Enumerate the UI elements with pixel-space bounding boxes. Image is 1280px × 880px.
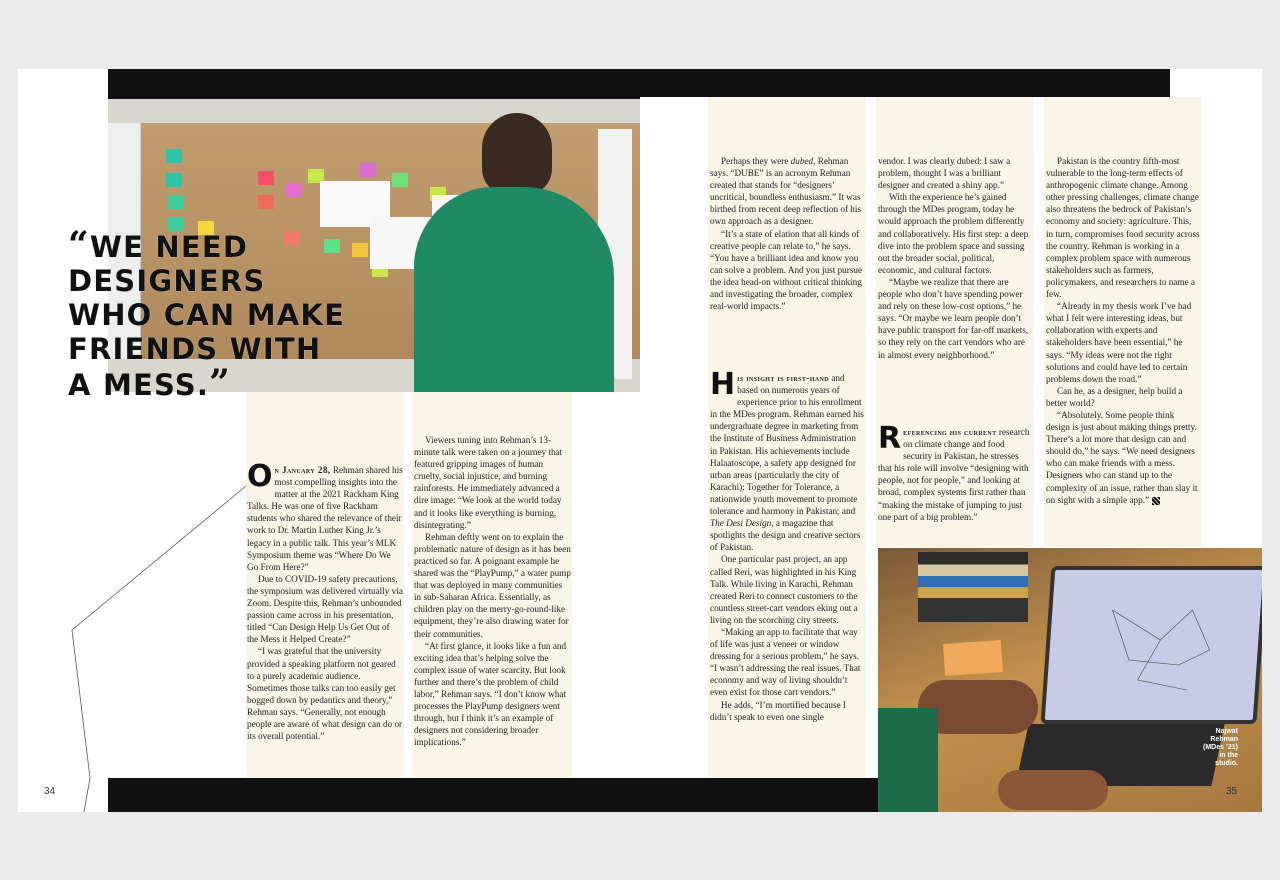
page-number-left: 34 xyxy=(44,786,56,797)
hand-right xyxy=(998,770,1108,810)
article-column-4-top xyxy=(878,155,1032,361)
col2-paragraph-2: Rehman deftly went on to explain the problematic nature of design as it has been practiced so far. A poignant example he shared was the “PlayPump,” a water pump that was deployed in many communities in sub-Saharan Africa. Essentially, as children play on the merry-go-round-like equipment, they’re also drawing water for their communities. xyxy=(414,531,571,639)
book-stack xyxy=(918,552,1028,622)
col3-paragraph-1: Perhaps they were dubed, Rehman says. “DUBE” is an acronym Rehman created that stands for “designers’ uncritical, boundless enthusiasm.” It was birthed from recent deep reflection of his own approach as a designer. xyxy=(710,156,862,227)
sticky-pad xyxy=(943,640,1003,676)
page-number-right: 35 xyxy=(1226,786,1238,797)
col4-paragraph-2: With the experience he’s gained through the MDes program, today he would approach the problem differently and collaboratively. His first step: a deep dive into the problem space and sussing out the broader social, political, economic, and cultural factors. xyxy=(878,192,1029,275)
article-column-1 xyxy=(247,459,403,742)
col5-paragraph-1: Pakistan is the country fifth-most vulnerable to the long-term effects of anthropogenic climate change. Among other pressing challenges, climate change also threatens the bedrock of Pakistan’s economy and society: agriculture. This, in turn, compromises food security across the country. Rehman is working in a complex problem space with numerous stakeholders such as farmers, policymakers, and researchers to name a few. xyxy=(1046,156,1200,300)
col3b-paragraph-1: His insight is first-hand and based on numerous years of experience prior to his enrollment in the MDes program. Rehman earned his undergraduate degree in marketing from the Institute of Business Administration in Pakistan. His achievements include Halaatoscope, a safety app designed for urban areas (particularly the city of Karachi); Together for Tolerance, a nationwide youth movement to promote tolerance and harmony in Pakistan; and The Desi Design, a magazine that spotlights the design and creative sectors of Pakistan. xyxy=(710,367,864,553)
col2-paragraph-3: “At first glance, it looks like a fun and exciting idea that’s helping solve the complex issue of water scarcity. But look further and there’s the problem of child labor,” Rehman says. “I don’t know what processes the PlayPump designers went through, but I think it’s an example of designers not considering broader implications.” xyxy=(414,640,567,748)
drop-cap-h: H xyxy=(710,367,736,402)
col3b-paragraph-3: “Making an app to facilitate that way of life was just a veneer or window dressing for a serious problem,” he says. “I wasn’t addressing the real issues. That economy and way of living shouldn’t even exist for those cart vendors.” xyxy=(710,626,861,698)
open-quote-mark: “ xyxy=(68,224,90,266)
col4-paragraph-3: “Maybe we realize that there are people who don’t have spending power and rely on these low-cost options,” he says. “Or maybe we learn people don’t have public transport for far-off markets, so they rely on the cart vendors who are in almost every neighborhood.” xyxy=(878,276,1029,360)
col4-paragraph-1: vendor. I was clearly dubed: I saw a problem, thought I was a brilliant designer and created a shiny app.” xyxy=(878,156,1011,191)
col1-paragraph-2: Due to COVID-19 safety precautions, the symposium was delivered virtually via Zoom. Despite this, Rehman’s unbounded passion came across in his presentation, titled “Can Design Help Us Get Out of the Mess it Helped Create?” xyxy=(247,573,403,645)
article-column-3-top xyxy=(710,155,865,312)
col5-paragraph-4: “Absolutely. Some people think design is just about making things pretty. There’s a lot more that design can and should do,” he says. “We need designers who can make friends with a mess. Designers who can stand up to the complexity of an issue, rather than slay it on sight with a simple app.” xyxy=(1046,409,1198,505)
col5-paragraph-2: “Already in my thesis work I’ve had what I felt were interesting ideas, but collaboration with experts and stakeholders have been essential,” he says. “My ideas were not the right solutions and could have led to certain problems down the road.” xyxy=(1046,301,1192,384)
col1-paragraph-1: On January 28, Rehman shared his most compelling insights into the matter at the 2021 Rackham King Talks. He was one of five Rackham students who shared the relevance of their work to Dr. Martin Luther King Jr.’s legacy in a public talk. This year’s MLK Symposium theme was “Where Do We Go From Here?” xyxy=(247,459,403,572)
person-head xyxy=(482,113,552,195)
photo-caption: Najwat Rehman (MDes ’21) in the studio. xyxy=(1202,728,1238,767)
article-column-4-bottom xyxy=(878,421,1034,523)
close-quote-mark: ” xyxy=(209,362,232,404)
drop-cap-r: R xyxy=(878,421,902,456)
network-diagram-icon xyxy=(1045,570,1255,710)
col4b-paragraph-1: Referencing his current research on climate change and food security in Pakistan, he stresses that his role will involve “designing with people, not for people,” and looking at broad, complex systems first rather than “making the mistake of jumping to just one part of a big problem.” xyxy=(878,421,1030,522)
col3b-paragraph-2: One particular past project, an app called Reri, was highlighted in his King Talk. While living in Karachi, Rehman created Reri to connect customers to the countless street-cart vendors eking out a living on the scorching city streets. xyxy=(710,554,858,625)
article-column-3-bottom xyxy=(710,367,865,723)
drop-cap-o: O xyxy=(247,459,273,494)
col2-paragraph-1: Viewers tuning into Rehman’s 13-minute talk were taken on a journey that featured gripping images of human cruelty, social injustice, and burning rainforests. He immediately advanced a dire image: “We look at the world today and it looks like everything is burning, disintegrating.” xyxy=(414,435,563,530)
green-sleeve xyxy=(878,708,938,812)
pull-quote-text: WE NEED DESIGNERS WHO CAN MAKE FRIENDS WITH A MESS. xyxy=(68,230,346,402)
person-sweater xyxy=(414,187,614,392)
laptop-photo xyxy=(878,548,1262,812)
col1-paragraph-3: “I was grateful that the university provided a speaking platform not geared to a purely academic audience. Sometimes those talks can too easily get bogged down by pedantics and theory,” Rehman says. “Generally, not enough people are aware of what design can do or its overall potential.” xyxy=(247,646,403,742)
pull-quote xyxy=(68,224,348,404)
end-mark-icon xyxy=(1152,497,1160,505)
laptop-screen xyxy=(1040,566,1262,724)
article-column-5 xyxy=(1046,155,1200,506)
article-column-2 xyxy=(414,434,571,748)
col5-paragraph-3: Can he, as a designer, help build a better world? xyxy=(1046,385,1183,408)
col3-paragraph-2: “It’s a state of elation that all kinds of creative people can relate to,” he says. “You have a brilliant idea and know you can solve a problem. And you just pursue the idea head-on without critical thinking and investigating the broader, complex real-world impacts.” xyxy=(710,228,863,312)
col3b-paragraph-4: He adds, “I’m mortified because I didn’t speak to even one single xyxy=(710,699,847,722)
